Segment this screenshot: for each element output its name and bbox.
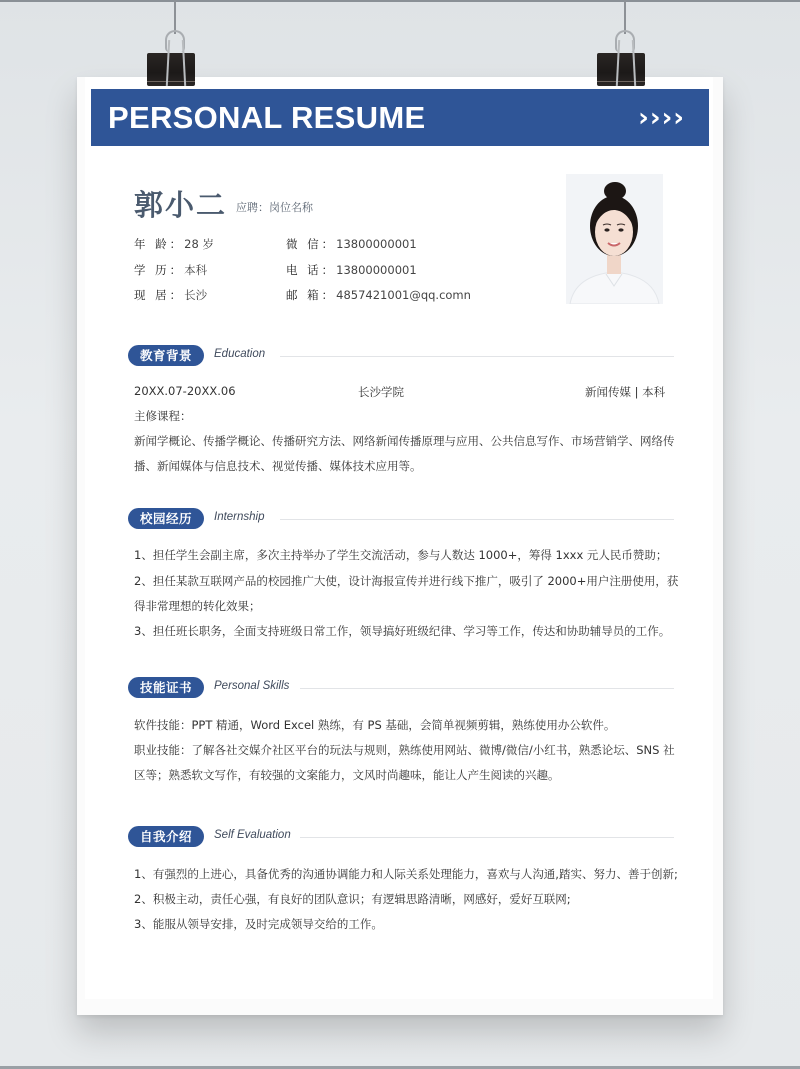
info-wechat — [286, 236, 417, 252]
portrait-icon — [566, 174, 663, 304]
education-school: 长沙学院 — [358, 385, 404, 399]
internship-item: 2、担任某款互联网产品的校园推广大使，设计海报宣传并进行线下推广，吸引了 2000+用户注册使用，获 — [134, 574, 679, 588]
section-divider — [300, 837, 674, 838]
section-header-internship — [128, 508, 674, 530]
title-banner — [91, 89, 709, 146]
section-header-skills — [128, 677, 674, 699]
section-header-self-evaluation — [128, 826, 674, 848]
applied-position: 应聘：岗位名称 — [236, 201, 313, 214]
skills-item: 区等；熟悉软文写作，有较强的文案能力，文风时尚趣味，能让人产生阅读的兴趣。 — [134, 768, 560, 782]
info-phone — [286, 262, 417, 278]
courses-line: 播、新闻媒体与信息技术、视觉传播、媒体技术应用等。 — [134, 459, 422, 473]
section-subtitle: Internship — [214, 511, 265, 523]
info-label: 微 信： — [286, 237, 337, 251]
info-email — [286, 287, 471, 303]
info-value: 28 岁 — [184, 237, 214, 251]
section-pill: 教育背景 — [128, 345, 204, 366]
binder-clip-left-icon — [147, 0, 207, 88]
section-header-education — [128, 345, 674, 367]
candidate-name: 郭小二 — [134, 188, 228, 222]
info-label: 电 话： — [286, 263, 337, 277]
courses-label: 主修课程： — [134, 409, 192, 423]
info-value: 长沙 — [184, 288, 208, 302]
info-label: 现 居： — [134, 288, 185, 302]
info-label: 学 历： — [134, 263, 185, 277]
info-label: 邮 箱： — [286, 288, 337, 302]
section-subtitle: Self Evaluation — [214, 829, 291, 841]
info-education — [134, 262, 207, 278]
self-evaluation-item: 3、能服从领导安排，及时完成领导交给的工作。 — [134, 917, 383, 931]
self-evaluation-item: 2、积极主动，责任心强，有良好的团队意识；有逻辑思路清晰，网感好，爱好互联网; — [134, 892, 571, 906]
education-major: 新闻传媒 | 本科 — [585, 385, 666, 399]
section-divider — [280, 519, 674, 520]
internship-item: 3、担任班长职务，全面支持班级日常工作，领导搞好班级纪律、学习等工作，传达和协助辅导员的工作。 — [134, 624, 671, 638]
top-edge — [0, 0, 800, 2]
profile-photo — [566, 174, 663, 304]
section-divider — [280, 356, 674, 357]
info-value: 本科 — [184, 263, 208, 277]
chevrons-right-icon: ›››› — [638, 102, 685, 133]
education-date: 20XX.07-20XX.06 — [134, 384, 236, 398]
info-label: 年 龄： — [134, 237, 185, 251]
self-evaluation-item: 1、有强烈的上进心，具备优秀的沟通协调能力和人际关系处理能力，喜欢与人沟通,踏实、努力、善于创新; — [134, 867, 678, 881]
info-age — [134, 236, 214, 252]
info-value: 13800000001 — [336, 237, 417, 251]
section-pill: 技能证书 — [128, 677, 204, 698]
internship-item: 1、担任学生会副主席，多次主持举办了学生交流活动，参与人数达 1000+，筹得 1xxx 元人民币赞助； — [134, 548, 668, 562]
section-pill: 自我介绍 — [128, 826, 204, 847]
info-value: 4857421001@qq.comn — [336, 288, 471, 302]
skills-item: 职业技能：了解各社交媒介社区平台的玩法与规则，熟练使用网站、微博/微信/小红书，熟悉论坛、SNS 社 — [134, 743, 675, 757]
section-subtitle: Personal Skills — [214, 680, 290, 692]
section-subtitle: Education — [214, 348, 266, 360]
binder-clip-right-icon — [597, 0, 657, 88]
courses-line: 新闻学概论、传播学概论、传播研究方法、网络新闻传播原理与应用、公共信息写作、市场营销学、网络传 — [134, 434, 675, 448]
info-residence — [134, 287, 207, 303]
section-pill: 校园经历 — [128, 508, 204, 529]
internship-item: 得非常理想的转化效果； — [134, 599, 261, 613]
info-value: 13800000001 — [336, 263, 417, 277]
skills-item: 软件技能：PPT 精通，Word Excel 熟练，有 PS 基础，会简单视频剪辑，熟练使用办公软件。 — [134, 718, 616, 732]
section-divider — [300, 688, 674, 689]
resume-title: PERSONAL RESUME — [108, 99, 426, 135]
